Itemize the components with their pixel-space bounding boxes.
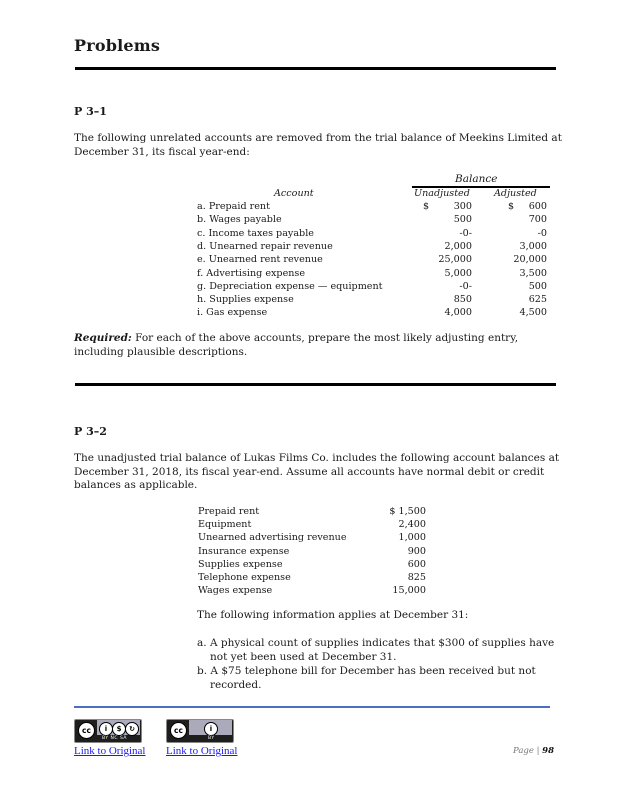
cc-logo-icon: cc (78, 722, 95, 739)
info-list-item (197, 665, 559, 692)
table-row (0, 558, 630, 571)
unadjusted-value: 4,000 (444, 307, 472, 319)
table-row (0, 505, 630, 518)
account-name: e. Unearned rent revenue (197, 254, 323, 266)
account-amount: 600 (407, 558, 426, 570)
info-intro: The following information applies at December 31: (197, 609, 469, 621)
problem-id-p3-2: P 3–2 (74, 425, 107, 438)
p3-1-required (74, 332, 564, 359)
balance-group-header: Balance (455, 173, 498, 185)
account-name: Telephone expense (198, 572, 291, 583)
adjusted-value: 600 (528, 201, 547, 212)
required-text: For each of the above accounts, prepare the most likely adjusting entry, including plausible descriptions. (74, 332, 519, 358)
page-number-value: 98 (542, 746, 554, 756)
adjusted-value: 3,500 (519, 267, 547, 279)
cc-by-badge-icon[interactable] (166, 719, 234, 743)
table-row (0, 571, 630, 584)
account-name: c. Income taxes payable (197, 227, 314, 239)
by-icon: i (204, 722, 218, 736)
section-divider (75, 67, 556, 70)
unadjusted-value: 500 (453, 214, 472, 226)
account-name: i. Gas expense (197, 307, 268, 319)
account-name: Prepaid rent (198, 506, 260, 517)
list-text: A physical count of supplies indicates that $300 of supplies have not yet been used at December 31. (209, 637, 555, 663)
badge-label: BY (208, 736, 215, 741)
account-name: f. Advertising expense (197, 267, 306, 279)
unadjusted-value: 25,000 (438, 254, 472, 266)
table-row (0, 280, 630, 293)
adjusted-sign: $ (508, 201, 515, 212)
account-amount: 1,000 (398, 532, 426, 544)
unadjusted-value: 5,000 (444, 267, 472, 279)
table-row (0, 240, 630, 253)
account-name: Insurance expense (198, 545, 290, 557)
unadjusted-value: 2,000 (444, 240, 472, 252)
link-to-original-2[interactable]: Link to Original (166, 745, 238, 757)
adjusted-value: -0 (537, 227, 547, 239)
col-header-adjusted: Adjusted (494, 188, 537, 199)
unadjusted-value: -0- (459, 280, 472, 292)
page-label: Page | (513, 746, 540, 756)
badge-label: BY NC SA (102, 736, 127, 741)
table-row (0, 518, 630, 531)
cc-logo-icon: cc (170, 722, 187, 739)
adjusted-value: 700 (528, 214, 547, 226)
sa-icon: ↻ (125, 722, 139, 736)
unadjusted-value: -0- (459, 227, 472, 239)
unadjusted-value: 300 (453, 201, 472, 212)
problem-id-p3-1: P 3–1 (74, 105, 107, 118)
table-row (0, 227, 630, 240)
p3-2-intro: The unadjusted trial balance of Lukas Films Co. includes the following account balances at December 31, 2018, its fiscal year-end. Assume all accounts have normal debit or credit balances as applicable. (74, 452, 560, 491)
table-row (0, 267, 630, 280)
account-amount: 2,400 (398, 519, 426, 531)
list-text: A $75 telephone bill for December has been received but not recorded. (210, 665, 536, 691)
account-name: h. Supplies expense (197, 294, 294, 306)
page-title: Problems (74, 36, 161, 55)
adjusted-value: 500 (528, 280, 547, 292)
section-divider (75, 383, 556, 386)
p3-1-intro-text: The following unrelated accounts are removed from the trial balance of Meekins Limited at December 31, its fiscal year-end: (74, 132, 562, 158)
unadjusted-value: 850 (453, 294, 472, 306)
adjusted-value: 20,000 (513, 254, 547, 266)
adjusted-value: 4,500 (519, 307, 547, 319)
account-amount: 900 (407, 545, 426, 557)
account-name: g. Depreciation expense — equipment (197, 280, 383, 292)
account-name: Unearned advertising revenue (198, 532, 347, 544)
account-amount: $ 1,500 (389, 506, 426, 517)
table-row (0, 213, 630, 226)
required-label: Required: (74, 332, 132, 344)
table-row (0, 545, 630, 558)
nc-icon: $ (112, 722, 126, 736)
link-to-original-1[interactable]: Link to Original (74, 745, 146, 757)
col-header-unadjusted: Unadjusted (414, 188, 470, 199)
page-number (513, 746, 554, 756)
account-amount: 15,000 (392, 585, 426, 597)
by-icon: i (99, 722, 113, 736)
p3-1-intro (74, 132, 564, 159)
table-row (0, 531, 630, 544)
account-name: b. Wages payable (197, 214, 282, 226)
cc-by-nc-sa-badge-icon[interactable] (74, 719, 142, 743)
adjusted-value: 3,000 (519, 240, 547, 252)
footer-rule (74, 706, 550, 708)
list-marker: a. (197, 637, 207, 649)
account-name: Wages expense (198, 585, 273, 597)
table-row (0, 306, 630, 319)
account-amount: 825 (407, 572, 426, 583)
account-name: Equipment (198, 519, 252, 531)
account-name: d. Unearned repair revenue (197, 240, 333, 252)
account-name: Supplies expense (198, 558, 283, 570)
table-row (0, 584, 630, 597)
col-header-account: Account (274, 188, 314, 199)
info-list-item (197, 637, 559, 664)
table-row (0, 293, 630, 306)
account-name: a. Prepaid rent (197, 201, 270, 212)
adjusted-value: 625 (528, 294, 547, 306)
table-row (0, 200, 630, 213)
list-marker: b. (197, 665, 208, 677)
unadjusted-sign: $ (423, 201, 430, 212)
table-row (0, 253, 630, 266)
